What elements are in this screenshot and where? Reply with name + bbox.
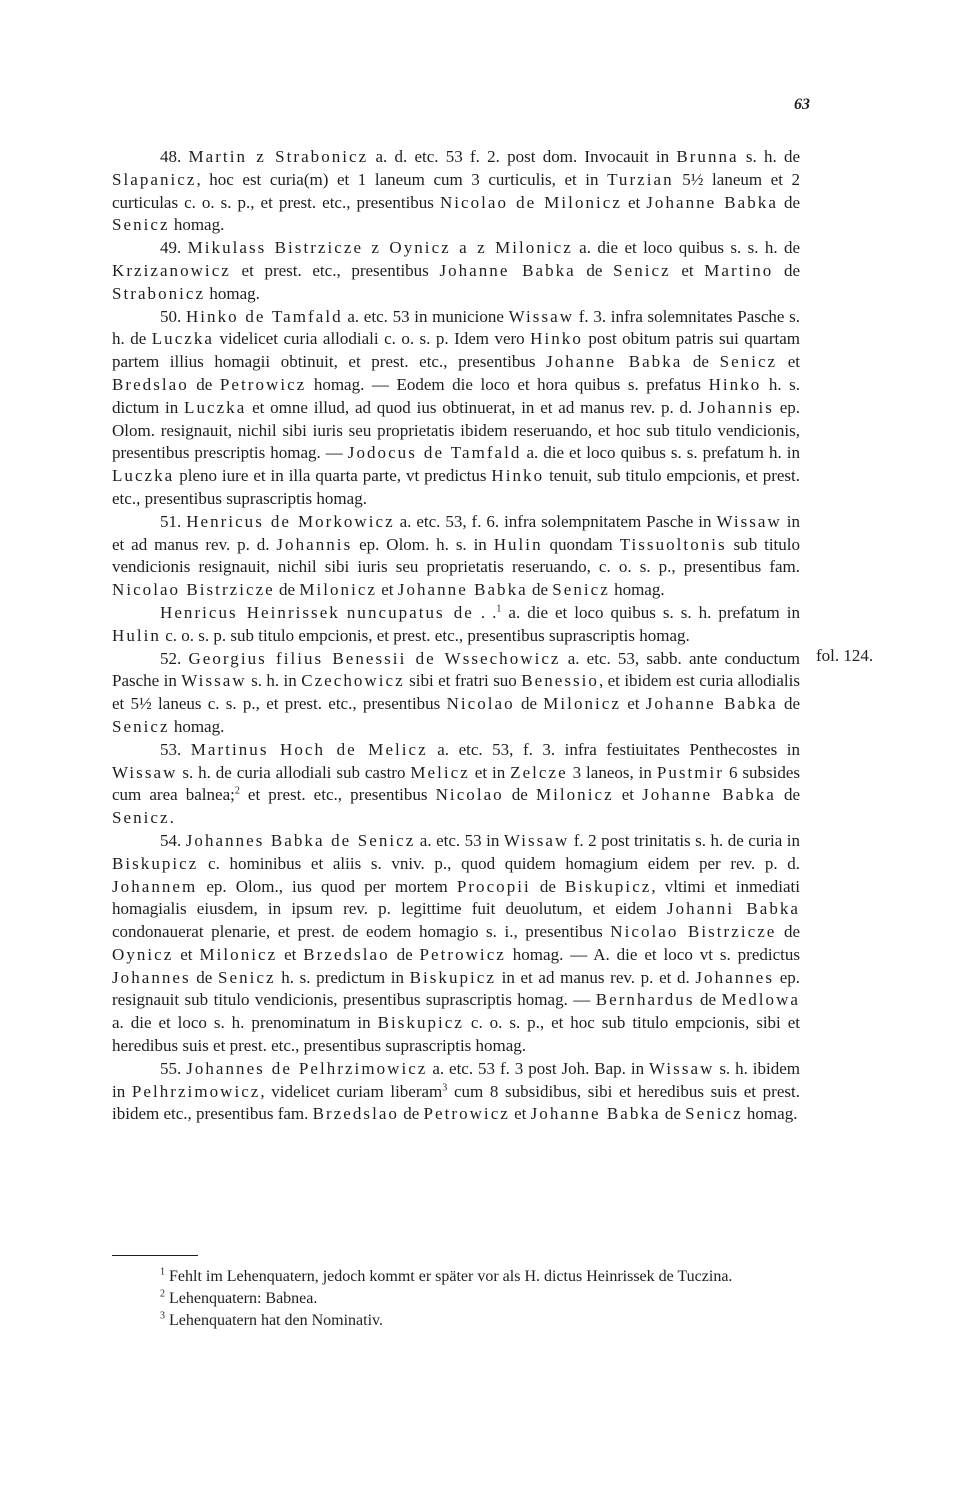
entry-51: 51. Henricus de Morkowicz a. etc. 53, f. 6. infra solempnitatem Pasche in Wissaw in et ad manus rev. p. d. Johannis ep. Olom. h. s. in Hulin quondam Tissuoltonis sub titulo vendicionis resignauit, nichil sibi iuris seu proprietatis reseruando, c. o. s. p., presentibus fam. Nicolao Bistrzicze de Milonicz et Johanne Babka de Senicz homag. <box>112 511 800 600</box>
page-number: 63 <box>794 96 810 113</box>
entry-48: 48. Martin z Strabonicz a. d. etc. 53 f. 2. post dom. Invocauit in Brunna s. h. de Slapanicz, hoc est curia(m) et 1 laneum cum 3 curticulis, et in Turzian 5½ laneum et 2 curticulas c. o. s. p., et prest. etc., presentibus Nicolao de Milonicz et Johanne Babka de Senicz homag. <box>112 147 801 235</box>
person-name: Johannes Babka de Senicz <box>185 830 416 850</box>
entry-52: 52. Georgius filius Benessii de Wssechowicz a. etc. 53, sabb. ante conductum Pasche in Wissaw s. h. in Czechowicz sibi et fratri suo Benessio, et ibidem est curia allodialis et 5½ laneus c. s. p., et prest. etc., presentibus Nicolao de Milonicz et Johanne Babka de Senicz homag. <box>112 648 801 736</box>
person-name: Martinus Hoch de Melicz <box>190 739 428 759</box>
footnote-ref: 1 <box>496 603 502 615</box>
footnote-2: $^2$ Lehenquatern: Babnea. <box>160 1288 318 1307</box>
entry-50: 50. Hinko de Tamfald a. etc. 53 in municione Wissaw f. 3. infra solemnitates Pasche s. h. de Luczka videlicet curia allodiali c. o. s. p. Idem vero Hinko post obitum patris sui quartam partem illius homagii obtinuit, et prest. etc., presentibus Johanne Babka de Senicz et Bredslao de Petrowicz homag. — Eodem die loco et hora quibus s. prefatus Hinko h. s. dictum in Luczka et omne illud, ad quod ius obtinuerat, in et ad manus rev. p. d. Johannis ep. Olom. resignauit, nichil sibi iuris seu proprietatis ibidem reseruando, et hoc sub titulo vendicionis, presentibus prescriptis homag. — Jodocus de Tamfald a. die et loco quibus s. s. prefatum h. in Luczka pleno iure et in illa quarta parte, vt predictus Hinko tenuit, sub titulo empcionis, et prest. etc., presentibus suprascriptis homag. <box>112 306 801 508</box>
footnote-3: $^3$ Lehenquatern hat den Nominativ. <box>160 1310 383 1329</box>
margin-note-folio: fol. 124. <box>816 646 874 665</box>
entry-54: 54. Johannes Babka de Senicz a. etc. 53 in Wissaw f. 2 post trinitatis s. h. de curia in Biskupicz c. hominibus et aliis s. vniv. p., quod quidem homagium eidem per rev. p. d. Johannem ep. Olom., ius quod per mortem Procopii de Biskupicz, vltimi et inmediati homagialis eiusdem, in ipsum rev. p. legittime fuit deuolutum, et eidem Johanni Babka condonauerat plenarie, et prest. de eodem homagio s. i., presentibus Nicolao Bistrzicze de Oynicz et Milonicz et Brzedslao de Petrowicz homag. — A. die et loco vt s. predictus Johannes de Senicz h. s. predictum in Biskupicz in et ad manus rev. p. et d. Johannes ep. resignauit sub titulo vendicionis, presentibus suprascriptis homag. — Bernhardus de Medlowa a. die et loco s. h. prenominatum in Biskupicz c. o. s. p., et hoc sub titulo empcionis, sibi et heredibus suis et prest. etc., presentibus suprascriptis homag. <box>112 830 801 1056</box>
entry-51b: Henricus Heinrissek nuncupatus de . .$^1$ a. die et loco quibus s. s. h. prefatum in Hulin c. o. s. p. sub titulo empcionis, et prest. etc., presentibus suprascriptis homag. <box>112 602 801 645</box>
person-name: Georgius filius Benessii de Wssechowicz <box>188 648 561 668</box>
footnote-1: $^1$ Fehlt im Lehenquatern, jedoch kommt er später vor als H. dictus Heinrissek de Tuczina. <box>160 1266 733 1285</box>
person-name: Johannes de Pelhrzimowicz <box>186 1058 428 1078</box>
footnotes <box>112 1266 800 1332</box>
person-name: Henricus Heinrissek <box>160 602 340 622</box>
footnote-ref: 3 <box>442 1082 448 1094</box>
entry-55: 55. Johannes de Pelhrzimowicz a. etc. 53 f. 3 post Joh. Bap. in Wissaw s. h. ibidem in Pelhrzimowicz, videlicet curiam liberam$^3$ cum 8 subsidibus, sibi et heredibus suis et prest. ibidem etc., presentibus fam. Brzedslao de Petrowicz et Johanne Babka de Senicz homag. <box>112 1058 801 1124</box>
person-name: Martin z Strabonicz <box>188 147 369 166</box>
footnote-divider <box>112 1255 198 1256</box>
entry-49: 49. Mikulass Bistrzicze z Oynicz a z Milonicz a. die et loco quibus s. s. h. de Krzizanowicz et prest. etc., presentibus Johanne Babka de Senicz et Martino de Strabonicz homag. <box>112 238 801 303</box>
entry-53: 53. Martinus Hoch de Melicz a. etc. 53, f. 3. infra festiuitates Penthecostes in Wissaw s. h. de curia allodiali sub castro Melicz et in Zelcze 3 laneos, in Pustmir 6 subsides cum area balnea;$^2$ et prest. etc., presentibus Nicolao de Milonicz et Johanne Babka de Senicz. <box>112 739 801 828</box>
person-name: Henricus de Morkowicz <box>186 511 395 531</box>
document-body <box>112 146 800 1126</box>
footnote-ref: 2 <box>234 785 240 797</box>
person-name: Hinko de Tamfald <box>185 306 343 326</box>
person-name: Mikulass Bistrzicze z Oynicz a z Milonicz <box>187 238 573 258</box>
